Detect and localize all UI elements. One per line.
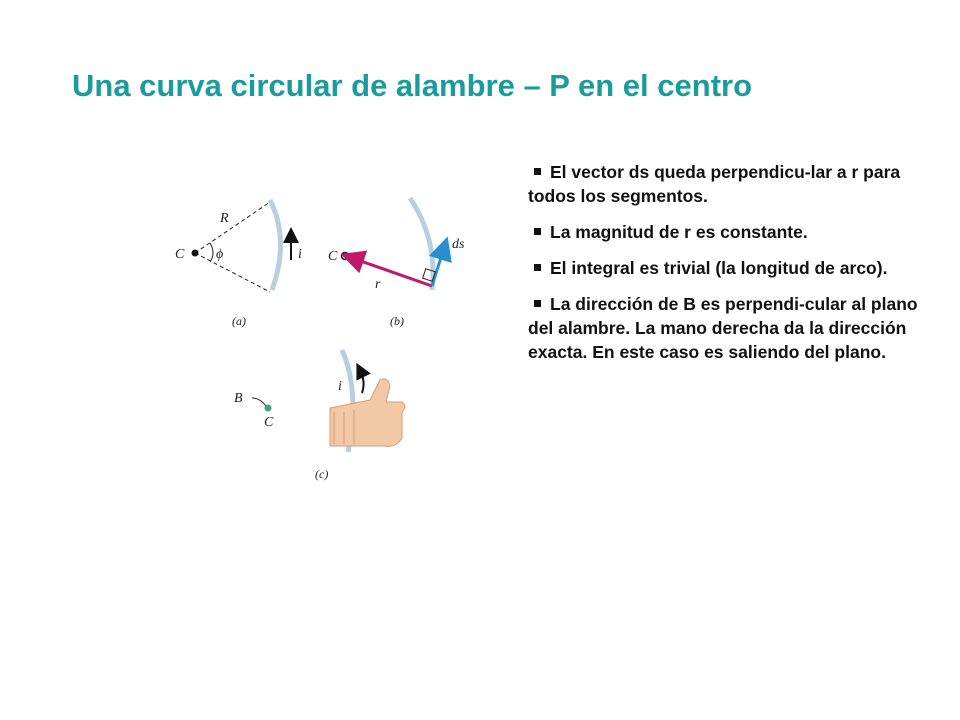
b-pointer-line (252, 398, 266, 406)
bullet-marker-icon (534, 228, 541, 235)
bullet-item (528, 292, 928, 364)
bullet-text: La dirección de B es perpendi-cular al plano del alambre. La mano derecha da la dirección exacta. En este caso es saliendo del plano. (528, 294, 918, 362)
panel-c (234, 350, 405, 481)
caption-c: (c) (315, 467, 329, 481)
wire-arc-b (410, 198, 433, 290)
caption-a: (a) (232, 314, 246, 328)
label-c-c: C (264, 415, 274, 430)
panel-b (328, 198, 465, 328)
label-radius: R (220, 211, 229, 226)
center-point-c (265, 405, 272, 412)
bullet-text: El integral es trivial (la longitud de arco). (550, 258, 888, 278)
center-point-b (342, 253, 349, 260)
physics-figure (170, 190, 500, 495)
center-point-a (192, 250, 199, 257)
caption-b: (b) (390, 314, 404, 328)
bullet-item (528, 160, 928, 208)
r-vector-arrow-icon (352, 258, 432, 286)
label-b-field: B (234, 391, 243, 406)
panel-a (175, 200, 302, 328)
bullet-item (528, 220, 928, 244)
bullet-marker-icon (534, 300, 541, 307)
label-c-a: C (175, 247, 185, 262)
label-r: r (375, 277, 381, 292)
bullet-list (528, 160, 928, 376)
bullet-marker-icon (534, 168, 541, 175)
radius-line-bottom (195, 253, 270, 292)
slide-title: Una curva circular de alambre – P en el centro (72, 68, 753, 103)
label-current-c: i (338, 379, 342, 394)
label-current-a: i (298, 247, 302, 262)
angle-arc-icon (210, 243, 213, 262)
bullet-text: El vector ds queda perpendicu-lar a r para todos los segmentos. (528, 162, 901, 206)
bullet-marker-icon (534, 264, 541, 271)
bullet-item (528, 256, 928, 280)
wire-arc-a (270, 200, 281, 290)
current-arrow-c-icon (360, 370, 364, 393)
label-ds: ds (452, 237, 465, 252)
radius-line-top (195, 202, 270, 253)
label-angle: ϕ (216, 247, 224, 262)
bullet-text: La magnitud de r es constante. (550, 222, 808, 242)
figure-svg (170, 190, 500, 490)
label-c-b: C (328, 249, 338, 264)
